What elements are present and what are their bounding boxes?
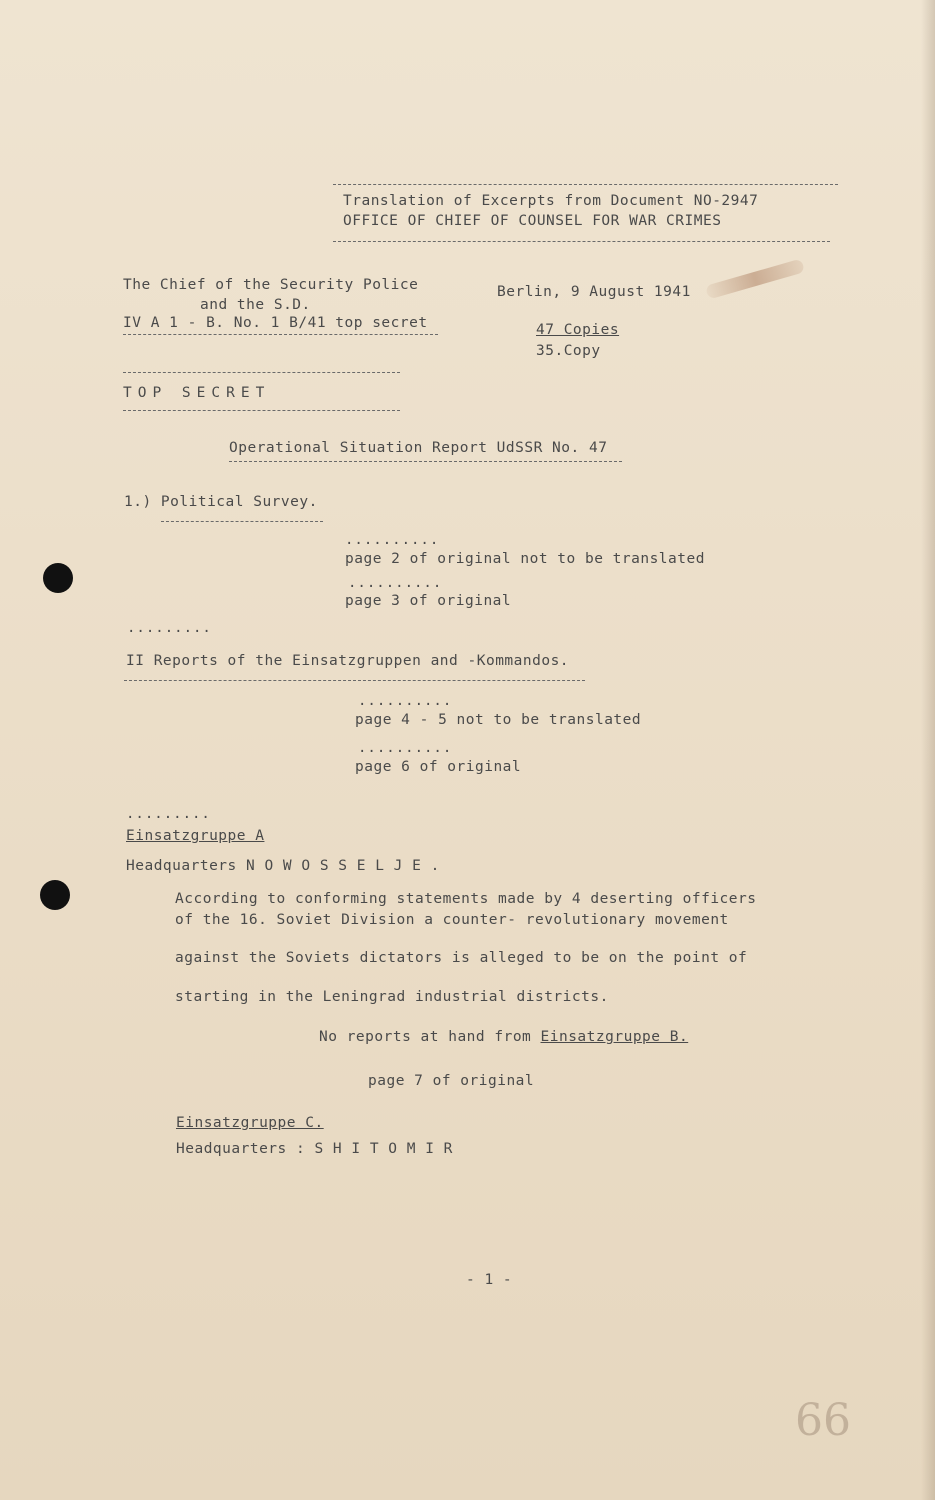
ellipsis-dots: ......... [126,806,211,822]
einsatzgruppe-c-headquarters: Headquarters : S H I T O M I R [176,1141,453,1157]
section-1-heading: 1.) Political Survey. [124,494,318,510]
page-number: - 1 - [466,1272,513,1288]
reference-number: IV A 1 - B. No. 1 B/41 top secret [123,315,428,331]
header-rule-bottom [333,241,830,242]
note-page-3: page 3 of original [345,593,512,609]
einsatzgruppe-c-heading: Einsatzgruppe C. [176,1115,324,1131]
report-title: Operational Situation Report UdSSR No. 47 [229,440,608,456]
ellipsis-dots: ......... [127,620,212,636]
header-rule-top [333,184,838,185]
translation-line: Translation of Excerpts from Document NO-2947 [343,193,759,209]
body-line: starting in the Leningrad industrial districts. [175,989,609,1005]
sender-line-2: and the S.D. [200,297,311,313]
office-line: OFFICE OF CHIEF OF COUNSEL FOR WAR CRIMES [343,213,722,229]
ellipsis-dots: .......... [348,575,443,591]
note-page-7: page 7 of original [368,1073,535,1089]
copy-number: 35.Copy [536,343,601,359]
page-edge-shadow [921,0,935,1500]
ellipsis-dots: .......... [345,532,440,548]
punch-hole-icon [40,880,70,910]
section-2-heading: II Reports of the Einsatzgruppen and -Kommandos. [126,653,570,669]
copies-count: 47 Copies [536,322,620,338]
place-date: Berlin, 9 August 1941 [497,284,691,300]
classification-rule-top [123,372,400,373]
punch-hole-icon [43,563,73,593]
report-title-rule [229,461,622,462]
note-page-4-5: page 4 - 5 not to be translated [355,712,642,728]
group-b-name: Einsatzgruppe B. [540,1029,689,1045]
reference-rule [123,334,438,335]
classification-rule-bottom [123,410,400,411]
note-page-2: page 2 of original not to be translated [345,551,705,567]
ellipsis-dots: .......... [358,693,453,709]
ink-smudge [705,258,805,299]
note-page-6: page 6 of original [355,759,522,775]
einsatzgruppe-a-headquarters: Headquarters N O W O S S E L J E . [126,858,440,874]
einsatzgruppe-a-heading: Einsatzgruppe A [126,828,265,844]
section-2-rule [124,680,585,681]
body-line: against the Soviets dictators is alleged to be on the point of [175,950,748,966]
group-b-note-text: No reports at hand from [319,1029,541,1045]
ellipsis-dots: .......... [358,740,453,756]
body-line: of the 16. Soviet Division a counter- revolutionary movement [175,912,729,928]
group-b-note [319,1029,688,1045]
handwritten-sheet-number: 66 [795,1395,851,1446]
body-line: According to conforming statements made by 4 deserting officers [175,891,757,907]
section-1-rule [161,521,323,522]
sender-line-1: The Chief of the Security Police [123,277,419,293]
classification: TOP SECRET [123,385,271,401]
